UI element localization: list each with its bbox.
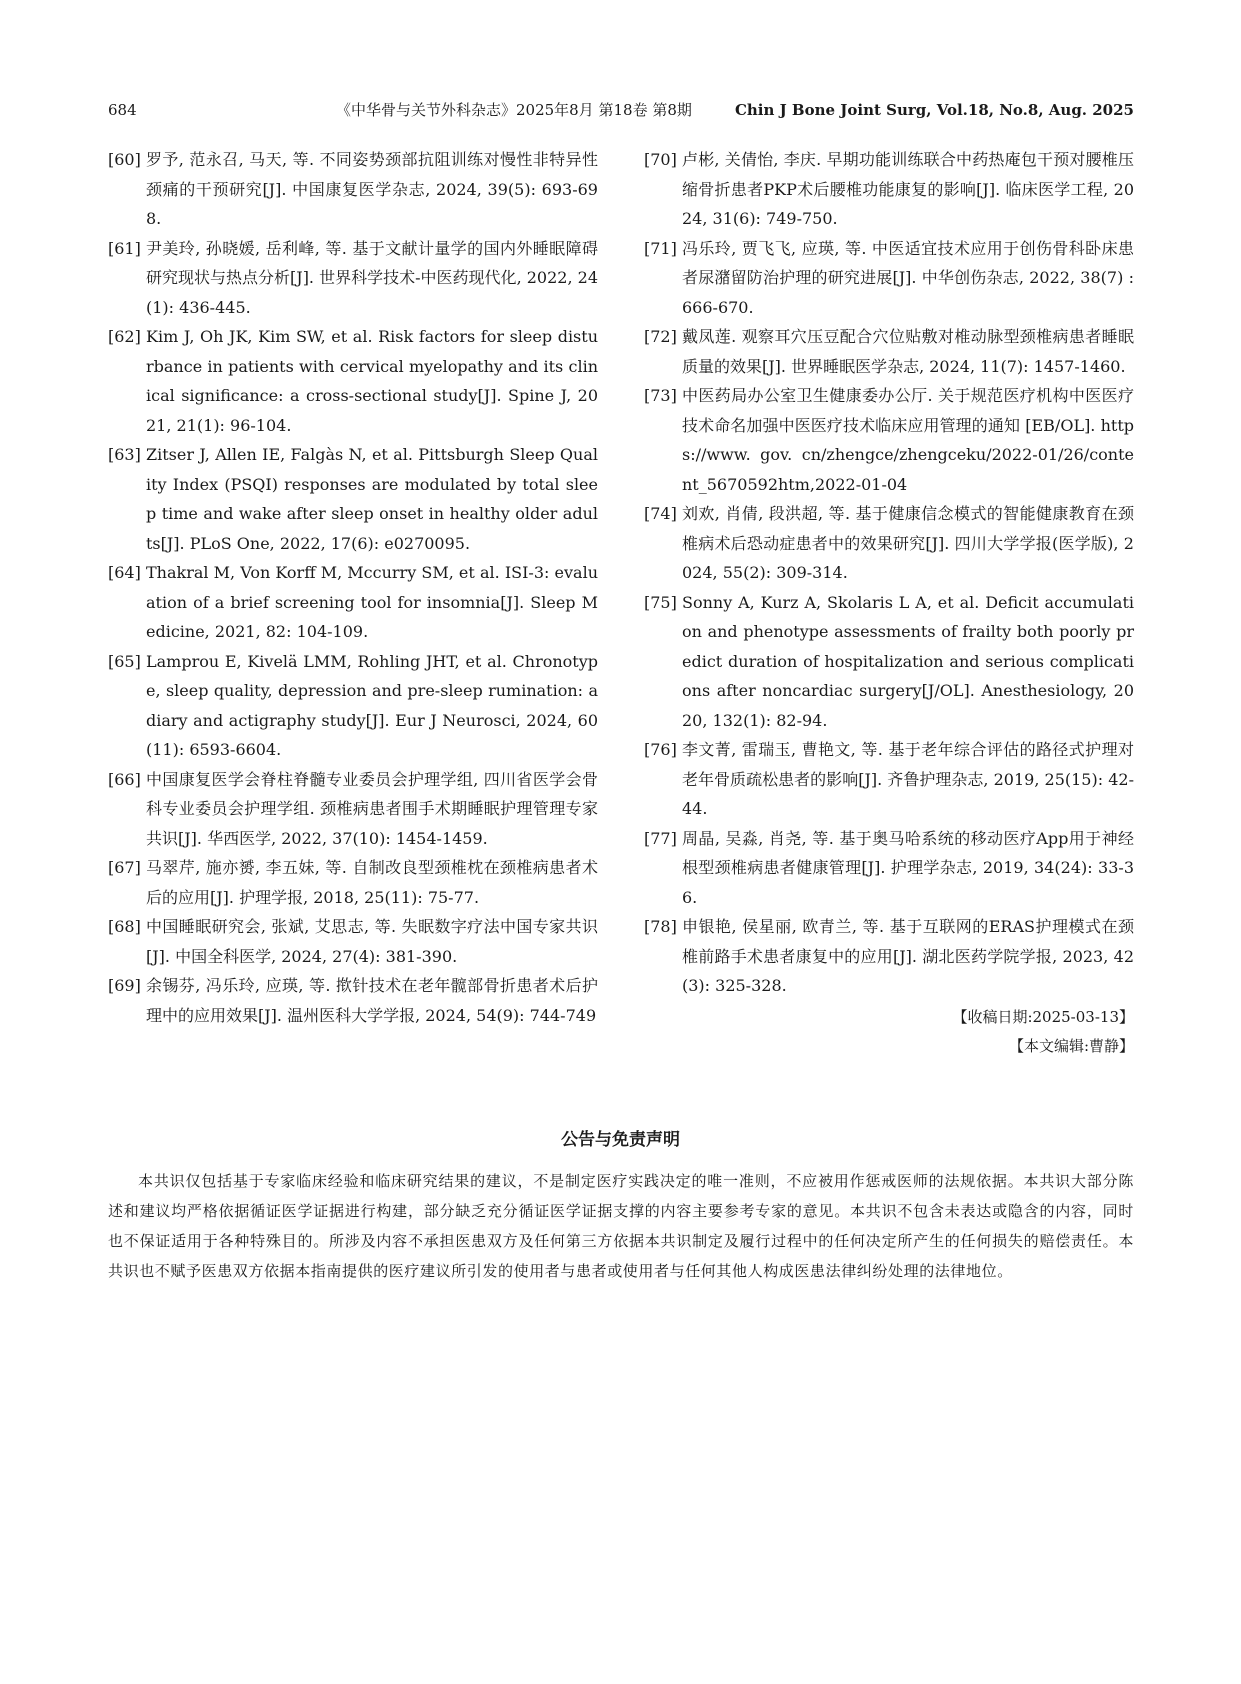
reference-number: [68] [108, 917, 141, 936]
references-left-column [108, 145, 598, 1030]
reference-item [644, 499, 1134, 588]
reference-item [108, 145, 598, 234]
reference-text: Thakral M, Von Korff M, Mccurry SM, et al. ISI-3: evaluation of a brief screening tool for insomnia[J]. Sleep Medicine, 2021, 82: 104-109. [146, 563, 598, 641]
reference-text: 马翠芹, 施亦赟, 李五妹, 等. 自制改良型颈椎枕在颈椎病患者术后的应用[J]. 护理学报, 2018, 25(11): 75-77. [146, 858, 598, 907]
references-right-list [644, 145, 1134, 1001]
reference-text: 卢彬, 关倩怡, 李庆. 早期功能训练联合中药热庵包干预对腰椎压缩骨折患者PKP术后腰椎功能康复的影响[J]. 临床医学工程, 2024, 31(6): 749-750. [682, 150, 1134, 228]
reference-text: 余锡芬, 冯乐玲, 应瑛, 等. 揿针技术在老年髋部骨折患者术后护理中的应用效果[J]. 温州医科大学学报, 2024, 54(9): 744-749 [146, 976, 598, 1025]
reference-number: [70] [644, 150, 677, 169]
reference-item [108, 853, 598, 912]
reference-number: [78] [644, 917, 677, 936]
reference-text: 戴凤莲. 观察耳穴压豆配合穴位贴敷对椎动脉型颈椎病患者睡眠质量的效果[J]. 世界睡眠医学杂志, 2024, 11(7): 1457-1460. [682, 327, 1134, 376]
reference-number: [60] [108, 150, 141, 169]
reference-item [108, 647, 598, 765]
reference-item [644, 824, 1134, 913]
received-date: 【收稿日期:2025-03-13】 [952, 1007, 1134, 1026]
reference-text: 罗予, 范永召, 马天, 等. 不同姿势颈部抗阻训练对慢性非特异性颈痛的干预研究[J]. 中国康复医学杂志, 2024, 39(5): 693-698. [146, 150, 598, 228]
reference-text: 周晶, 吴淼, 肖尧, 等. 基于奥马哈系统的移动医疗App用于神经根型颈椎病患者健康管理[J]. 护理学杂志, 2019, 34(24): 33-36. [682, 828, 1134, 907]
reference-text: Zitser J, Allen IE, Falgàs N, et al. Pittsburgh Sleep Quality Index (PSQI) responses are modulated by total sleep time and wake after sleep onset in healthy older adults[J]. PLoS One, 2022, 17(6): e0270095. [146, 445, 598, 553]
reference-item [644, 381, 1134, 499]
notice-title: 公告与免责声明 [561, 1130, 680, 1150]
reference-item [644, 735, 1134, 824]
reference-number: [77] [644, 828, 677, 848]
reference-item [108, 971, 598, 1030]
reference-item [644, 145, 1134, 234]
reference-number: [73] [644, 386, 677, 405]
editor-credit: 【本文编辑:曹静】 [1008, 1036, 1134, 1055]
notice-body: 本共识仅包括基于专家临床经验和临床研究结果的建议，不是制定医疗实践决定的唯一准则，不应被用作惩戒医师的法规依据。本共识大部分陈述和建议均严格依据循证医学证据进行构建，部分缺乏充分循证医学证据支撑的内容主要参考专家的意见。本共识不包含未表达或隐含的内容，同时也不保证适用于各种特殊目的。所涉及内容不承担医患双方及任何第三方依据本共识制定及履行过程中的任何决定所产生的任何损失的赔偿责任。本共识也不赋予医患双方依据本指南提供的医疗建议所引发的使用者与患者或使用者与任何其他人构成医患法律纠纷处理的法律地位。 [108, 1172, 1134, 1280]
reference-item [108, 234, 598, 323]
reference-number: [65] [108, 651, 141, 671]
reference-item [644, 322, 1134, 381]
reference-item [108, 558, 598, 647]
reference-number: [74] [644, 504, 677, 523]
reference-item [108, 322, 598, 440]
reference-item [108, 440, 598, 558]
reference-text: 刘欢, 肖倩, 段洪超, 等. 基于健康信念模式的智能健康教育在颈椎病术后恐动症患者中的效果研究[J]. 四川大学学报(医学版), 2024, 55(2): 309-314. [682, 504, 1134, 582]
reference-text: 尹美玲, 孙晓媛, 岳利峰, 等. 基于文献计量学的国内外睡眠障碍研究现状与热点分析[J]. 世界科学技术-中医药现代化, 2022, 24(1): 436-445. [146, 238, 598, 317]
reference-item [644, 588, 1134, 736]
reference-text: Sonny A, Kurz A, Skolaris L A, et al. Deficit accumulation and phenotype assessments of frailty both poorly predict duration of hospitalization and serious complications after noncardiac surgery[J/OL]. Anesthesiology, 2020, 132(1): 82-94. [682, 592, 1134, 730]
reference-number: [63] [108, 445, 141, 464]
reference-text: 中国康复医学会脊柱脊髓专业委员会护理学组, 四川省医学会骨科专业委员会护理学组. 颈椎病患者围手术期睡眠护理管理专家共识[J]. 华西医学, 2022, 37(10): 1454-1459. [146, 769, 598, 848]
reference-number: [75] [644, 592, 677, 612]
reference-number: [72] [644, 327, 677, 346]
journal-title-en: Chin J Bone Joint Surg, Vol.18, No.8, Aug. 2025 [734, 101, 1134, 119]
reference-number: [76] [644, 740, 677, 759]
reference-item [644, 234, 1134, 323]
reference-number: [62] [108, 327, 141, 346]
reference-number: [71] [644, 238, 677, 258]
reference-number: [61] [108, 238, 141, 258]
reference-item [644, 912, 1134, 1001]
reference-text: Lamprou E, Kivelä LMM, Rohling JHT, et al. Chronotype, sleep quality, depression and pre-sleep rumination: a diary and actigraphy study[J]. Eur J Neurosci, 2024, 60(11): 6593-6604. [146, 651, 598, 759]
reference-text: 申银艳, 侯星丽, 欧青兰, 等. 基于互联网的ERAS护理模式在颈椎前路手术患者康复中的应用[J]. 湖北医药学院学报, 2023, 42(3): 325-328. [682, 917, 1134, 995]
journal-title-cn: 《中华骨与关节外科杂志》2025年8月 第18卷 第8期 [336, 101, 692, 119]
reference-number: [69] [108, 976, 141, 995]
reference-number: [66] [108, 769, 141, 789]
reference-item [108, 765, 598, 854]
reference-number: [64] [108, 563, 141, 582]
references-right-column [644, 145, 1134, 1061]
page-number: 684 [108, 101, 137, 119]
reference-number: [67] [108, 858, 141, 877]
reference-text: 中医药局办公室卫生健康委办公厅. 关于规范医疗机构中医医疗技术命名加强中医医疗技术临床应用管理的通知 [EB/OL]. https://www. gov. cn/zhengce/zhengceku/2022-01/26/content_5670592htm,2022-01-04 [682, 386, 1134, 494]
reference-text: 冯乐玲, 贾飞飞, 应瑛, 等. 中医适宜技术应用于创伤骨科卧床患者尿潴留防治护理的研究进展[J]. 中华创伤杂志, 2022, 38(7) : 666-670. [682, 238, 1134, 317]
reference-text: 中国睡眠研究会, 张斌, 艾思志, 等. 失眠数字疗法中国专家共识[J]. 中国全科医学, 2024, 27(4): 381-390. [146, 917, 598, 966]
reference-text: 李文菁, 雷瑞玉, 曹艳文, 等. 基于老年综合评估的路径式护理对老年骨质疏松患者的影响[J]. 齐鲁护理杂志, 2019, 25(15): 42-44. [682, 740, 1134, 818]
reference-text: Kim J, Oh JK, Kim SW, et al. Risk factors for sleep disturbance in patients with cervical myelopathy and its clinical significance: a cross-sectional study[J]. Spine J, 2021, 21(1): 96-104. [146, 327, 598, 435]
reference-item [108, 912, 598, 971]
page-header [108, 98, 1134, 122]
